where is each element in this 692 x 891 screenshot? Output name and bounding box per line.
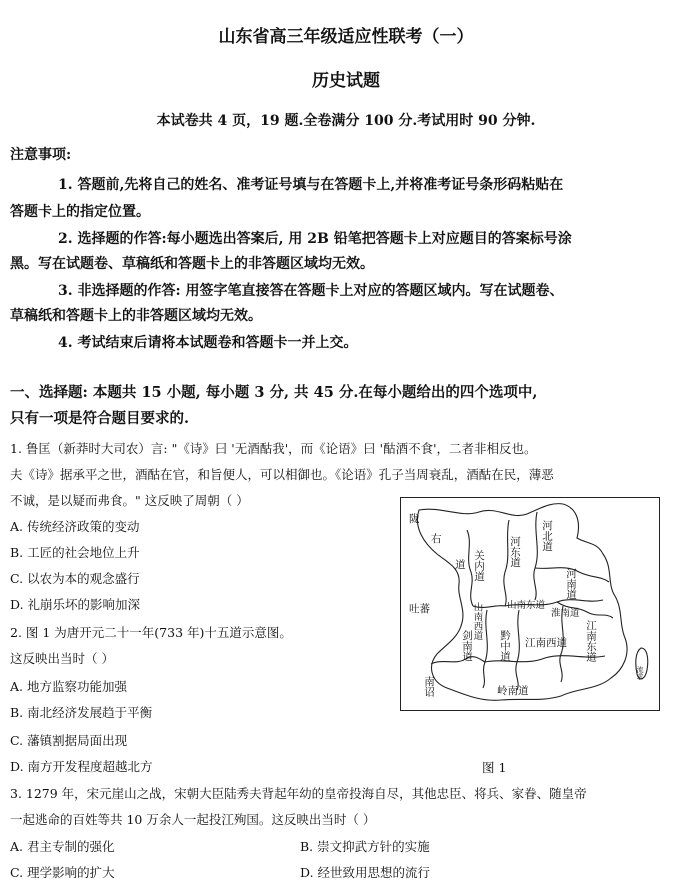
boundary-qianzhong-east [516, 610, 519, 690]
exam-title: 山东省高三年级适应性联考（一） [218, 27, 474, 47]
label-jiangnan-east: 江南东道 [585, 620, 597, 662]
q1-option-b[interactable]: B. 工匠的社会地位上升 [10, 545, 140, 560]
q3-stem-line2: 一起逃命的百姓等共 10 万余人一起投江殉国。这反映出当时（ ） [10, 812, 376, 827]
q3-stem-line1: 3. 1279 年，宋元崖山之战，宋朝大臣陆秀夫背起年幼的皇帝投海自尽，其他忠臣、将兵、家眷、随皇帝 [10, 786, 587, 801]
label-lingnan: 岭南道 [497, 685, 529, 697]
label-tubo: 吐蕃 [409, 603, 430, 615]
q2-option-c[interactable]: C. 藩镇割据局面出现 [10, 733, 128, 748]
q1-option-d[interactable]: D. 礼崩乐坏的影响加深 [10, 597, 141, 612]
q2-stem-line1: 2. 图 1 为唐开元二十一年(733 年)十五道示意图。 [10, 625, 292, 640]
label-shannan-east: 山南东道 [507, 600, 546, 611]
label-huainan: 淮南道 [551, 608, 580, 619]
label-taiwan: 流求 [636, 666, 644, 680]
subject-title: 历史试题 [312, 71, 380, 91]
note-3-line2: 草稿纸和答题卡上的非答题区域均无效。 [10, 308, 262, 324]
label-long: 陇 [409, 513, 420, 525]
q3-option-a[interactable]: A. 君主专制的强化 [10, 839, 115, 854]
note-1-line2: 答题卡上的指定位置。 [10, 204, 150, 220]
note-1-line1: 1. 答题前,先将自己的姓名、准考证号填与在答题卡上,并将准考证号条形码粘贴在 [58, 177, 564, 193]
q1-stem-line2: 夫《诗》据承平之世，酒酤在官，和旨便人，可以相御也。《论语》孔子当周衰乱，酒酤在民，薄恶 [10, 467, 554, 482]
figure-caption: 图 1 [482, 760, 507, 775]
label-hebei: 河北道 [541, 520, 553, 552]
section-1-line1: 一、选择题: 本题共 15 小题, 每小题 3 分, 共 45 分.在每小题给出的四个选项中, [10, 384, 538, 401]
q1-stem-line1: 1. 鲁匡（新莽时大司农）言: "《诗》曰 '无酒酤我'，而《论语》曰 '酤酒不食'，二者非相反也。 [10, 441, 537, 456]
q2-option-d[interactable]: D. 南方开发程度超越北方 [10, 759, 153, 774]
notes-heading: 注意事项: [10, 147, 72, 163]
label-you: 右 [431, 533, 442, 545]
q2-option-a[interactable]: A. 地方监察功能加强 [10, 679, 127, 694]
q2-stem-line2: 这反映出当时（ ） [10, 651, 114, 666]
note-4: 4. 考试结束后请将本试题卷和答题卡一并上交。 [58, 335, 358, 351]
exam-info: 本试卷共 4 页，19 题.全卷满分 100 分.考试用时 90 分钟. [156, 113, 536, 129]
label-jiangnan-west: 江南西道 [525, 637, 567, 649]
boundary-jiannan-east [483, 610, 487, 688]
q3-option-c[interactable]: C. 理学影响的扩大 [10, 865, 115, 880]
boundary-hedong-east [534, 512, 537, 600]
q3-option-b[interactable]: B. 崇文抑武方针的实施 [300, 839, 430, 854]
label-dao1: 道 [455, 559, 466, 571]
q1-option-a[interactable]: A. 传统经济政策的变动 [10, 519, 140, 534]
label-shannan-west: 山南西道 [471, 602, 483, 640]
label-henan: 河南道 [565, 568, 577, 600]
tang-circuits-map [400, 497, 660, 711]
note-3-line1: 3. 非选择题的作答: 用签字笔直接答在答题卡上对应的答题区域内。写在试题卷、 [58, 283, 564, 299]
label-guannei: 关内道 [473, 550, 485, 582]
label-hedong: 河东道 [509, 536, 521, 568]
q2-option-b[interactable]: B. 南北经济发展趋于平衡 [10, 705, 153, 720]
q1-stem-line3: 不诚，是以疑而弗食。" 这反映了周朝（ ） [10, 493, 249, 508]
note-2-line2: 黑。写在试题卷、草稿纸和答题卡上的非答题区域均无效。 [10, 256, 374, 272]
q1-option-c[interactable]: C. 以农为本的观念盛行 [10, 571, 140, 586]
label-qianzhong: 黔中道 [499, 630, 511, 662]
note-2-line1: 2. 选择题的作答:每小题选出答案后, 用 2B 铅笔把答题卡上对应题目的答案标号涂 [58, 231, 572, 247]
boundary-nanzhao [431, 657, 485, 664]
section-1-line2: 只有一项是符合题目要求的. [10, 410, 190, 427]
q3-option-d[interactable]: D. 经世致用思想的流行 [300, 865, 431, 880]
label-jiannan: 剑南道 [461, 630, 473, 662]
label-nanzhao: 南诏 [423, 676, 435, 697]
map-svg [401, 498, 659, 710]
